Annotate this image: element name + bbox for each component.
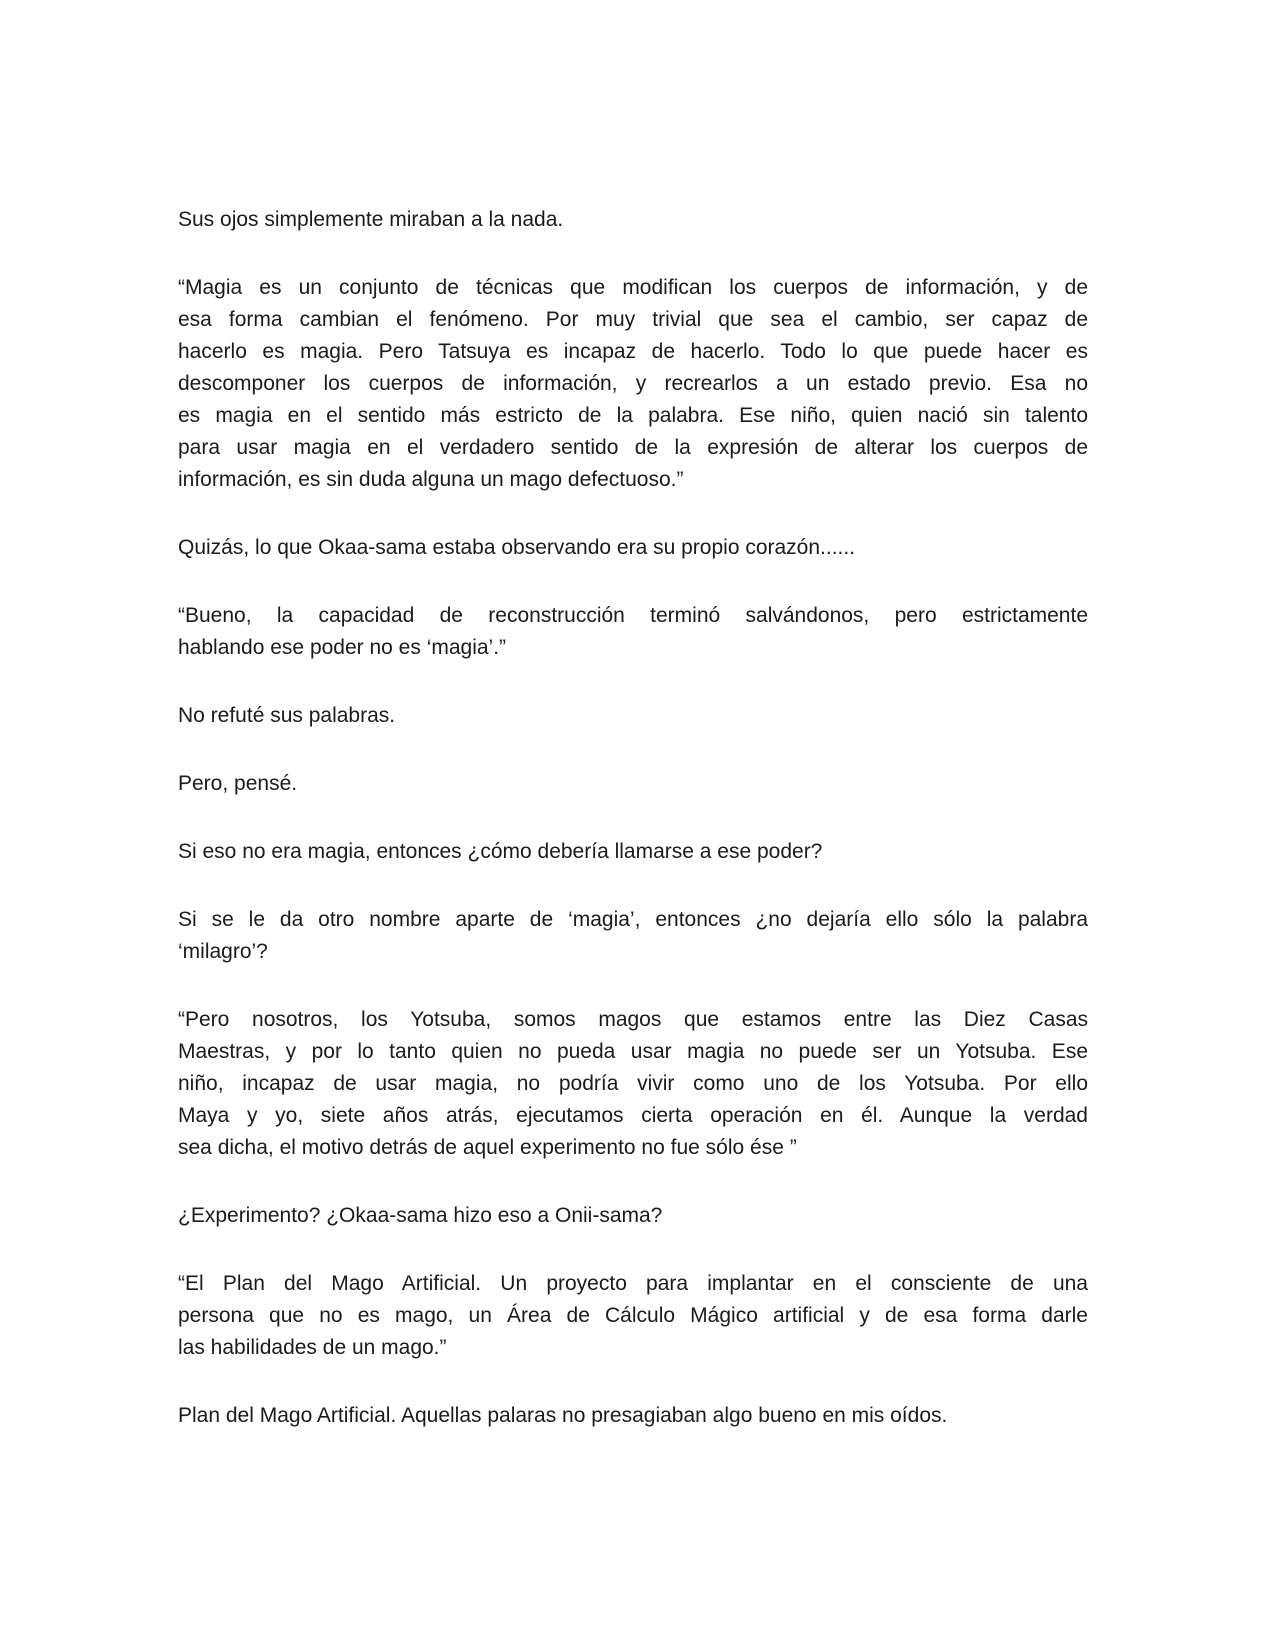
document-content [178, 204, 1088, 1468]
text-line: “Magia es un conjunto de técnicas que modifican los cuerpos de información, y de [178, 276, 1088, 299]
text-line: hacerlo es magia. Pero Tatsuya es incapaz de hacerlo. Todo lo que puede hacer es [178, 340, 1088, 363]
text-line: Si se le da otro nombre aparte de ‘magia’, entonces ¿no dejaría ello sólo la palabra [178, 908, 1088, 931]
paragraph [178, 1268, 1088, 1364]
text-line: las habilidades de un mago.” [178, 1336, 447, 1359]
text-line: para usar magia en el verdadero sentido de la expresión de alterar los cuerpos de [178, 436, 1088, 459]
paragraph [178, 272, 1088, 496]
text-line: es magia en el sentido más estricto de la palabra. Ese niño, quien nació sin talento [178, 404, 1088, 427]
text-line: ‘milagro’? [178, 940, 268, 963]
text-line: niño, incapaz de usar magia, no podría vivir como uno de los Yotsuba. Por ello [178, 1072, 1088, 1095]
paragraph [178, 836, 1088, 868]
text-line: hablando ese poder no es ‘magia’.” [178, 636, 507, 659]
paragraph [178, 904, 1088, 968]
paragraph [178, 204, 1088, 236]
paragraph [178, 1400, 1088, 1432]
text-line: No refuté sus palabras. [178, 704, 396, 727]
text-line: Plan del Mago Artificial. Aquellas palaras no presagiaban algo bueno en mis oídos. [178, 1404, 948, 1427]
text-line: “El Plan del Mago Artificial. Un proyecto para implantar en el consciente de una [178, 1272, 1088, 1295]
text-line: persona que no es mago, un Área de Cálculo Mágico artificial y de esa forma darle [178, 1304, 1088, 1327]
text-line: esa forma cambian el fenómeno. Por muy trivial que sea el cambio, ser capaz de [178, 308, 1088, 331]
text-line: descomponer los cuerpos de información, y recrearlos a un estado previo. Esa no [178, 372, 1088, 395]
text-line: Pero, pensé. [178, 772, 298, 795]
text-line: Quizás, lo que Okaa-sama estaba observando era su propio corazón...... [178, 536, 856, 559]
paragraph [178, 600, 1088, 664]
text-line: Maestras, y por lo tanto quien no pueda usar magia no puede ser un Yotsuba. Ese [178, 1040, 1088, 1063]
text-line: Maya y yo, siete años atrás, ejecutamos cierta operación en él. Aunque la verdad [178, 1104, 1088, 1127]
paragraph [178, 532, 1088, 564]
text-line: información, es sin duda alguna un mago defectuoso.” [178, 468, 684, 491]
text-line: ¿Experimento? ¿Okaa-sama hizo eso a Onii-sama? [178, 1204, 663, 1227]
paragraph [178, 1004, 1088, 1164]
text-line: “Bueno, la capacidad de reconstrucción terminó salvándonos, pero estrictamente [178, 604, 1088, 627]
text-line: “Pero nosotros, los Yotsuba, somos magos que estamos entre las Diez Casas [178, 1008, 1088, 1031]
paragraph [178, 1200, 1088, 1232]
text-line: Sus ojos simplemente miraban a la nada. [178, 208, 564, 231]
paragraph [178, 700, 1088, 732]
text-line: sea dicha, el motivo detrás de aquel experimento no fue sólo ése ” [178, 1136, 797, 1159]
text-line: Si eso no era magia, entonces ¿cómo debería llamarse a ese poder? [178, 840, 823, 863]
paragraph [178, 768, 1088, 800]
